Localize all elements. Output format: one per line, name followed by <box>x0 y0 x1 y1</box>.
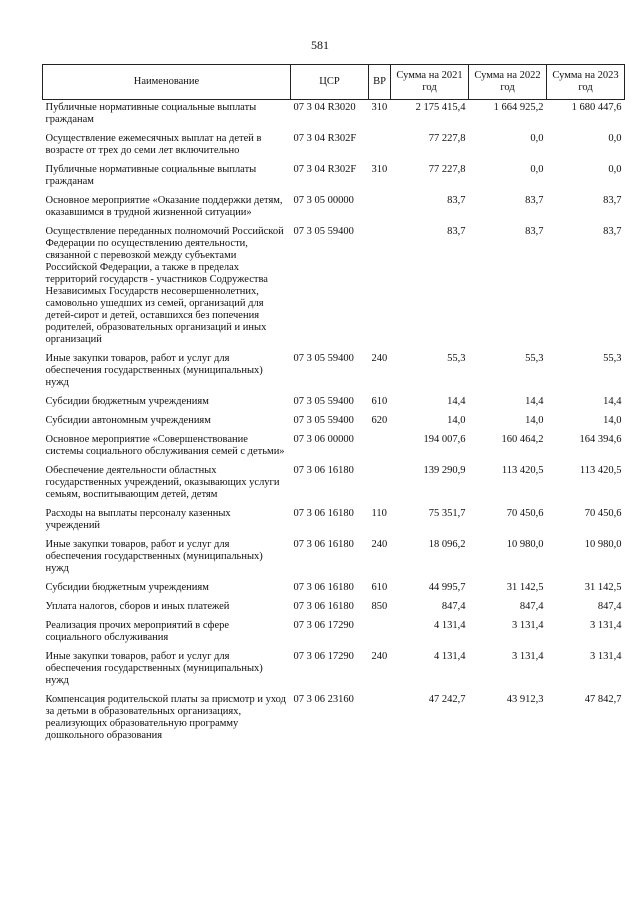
row-name: Иные закупки товаров, работ и услуг для обеспечения государственных (муниципальных) нужд <box>45 539 263 574</box>
row-vr: 310 <box>371 164 388 175</box>
row-vr <box>369 692 391 747</box>
row-sum-2022: 3 131,4 <box>512 620 544 631</box>
row-vr <box>369 463 391 506</box>
row-sum-2022: 31 142,5 <box>506 582 544 593</box>
table-row <box>43 394 625 413</box>
row-sum-2023: 10 980,0 <box>584 539 622 550</box>
row-sum-2022: 55,3 <box>525 353 544 364</box>
row-code: 07 3 05 59400 <box>293 396 354 407</box>
row-name: Осуществление переданных полномочий Российской Федерации по осуществлению деятельности, связанной с перевозкой между субъектами Российской Федерации, а также в пределах территорий государств - участников Содружества Независимых Государств несовершеннолетних, самовольно ушедших из семей, организаций для детей-сирот и детей, оставшихся без попечения родителей, образовательных организаций и иных организаций <box>45 226 284 345</box>
row-code: 07 3 05 00000 <box>293 195 354 206</box>
table-row <box>43 580 625 599</box>
table-row <box>43 162 625 193</box>
row-sum-2023: 0,0 <box>608 133 622 144</box>
row-name: Уплата налогов, сборов и иных платежей <box>45 601 230 612</box>
table-row <box>43 692 625 747</box>
row-sum-2022: 10 980,0 <box>506 539 544 550</box>
row-sum-2022: 1 664 925,2 <box>493 102 544 113</box>
row-sum-2021: 44 995,7 <box>428 582 466 593</box>
row-sum-2023: 70 450,6 <box>584 508 622 519</box>
row-sum-2021: 83,7 <box>447 195 466 206</box>
header-vr: ВР <box>369 65 391 100</box>
header-2023: Сумма на 2023 год <box>547 65 625 100</box>
row-sum-2023: 113 420,5 <box>579 465 622 476</box>
table-row <box>43 351 625 394</box>
row-vr <box>369 224 391 351</box>
row-code: 07 3 06 16180 <box>293 465 354 476</box>
row-vr <box>369 432 391 463</box>
row-sum-2021: 77 227,8 <box>428 133 466 144</box>
row-sum-2021: 83,7 <box>447 226 466 237</box>
row-code: 07 3 04 R302F <box>293 164 357 175</box>
row-sum-2023: 83,7 <box>603 195 622 206</box>
header-2022: Сумма на 2022 год <box>469 65 547 100</box>
row-sum-2021: 18 096,2 <box>428 539 466 550</box>
row-sum-2023: 14,4 <box>603 396 622 407</box>
row-name: Публичные нормативные социальные выплаты гражданам <box>45 164 257 187</box>
header-name: Наименование <box>43 65 291 100</box>
row-sum-2021: 194 007,6 <box>423 434 466 445</box>
row-sum-2023: 31 142,5 <box>584 582 622 593</box>
row-code: 07 3 06 00000 <box>293 434 354 445</box>
row-sum-2022: 3 131,4 <box>512 651 544 662</box>
row-name: Основное мероприятие «Совершенствование системы социального обслуживания семей с детьми» <box>45 434 285 457</box>
table-row <box>43 599 625 618</box>
row-code: 07 3 06 17290 <box>293 651 354 662</box>
row-name: Иные закупки товаров, работ и услуг для обеспечения государственных (муниципальных) нужд <box>45 651 263 686</box>
row-code: 07 3 05 59400 <box>293 415 354 426</box>
row-code: 07 3 05 59400 <box>293 226 354 237</box>
row-code: 07 3 06 23160 <box>293 694 354 705</box>
row-vr: 110 <box>371 508 387 519</box>
row-name: Иные закупки товаров, работ и услуг для обеспечения государственных (муниципальных) нужд <box>45 353 263 388</box>
row-sum-2022: 83,7 <box>525 226 544 237</box>
row-code: 07 3 06 16180 <box>293 508 354 519</box>
row-name: Расходы на выплаты персоналу казенных учреждений <box>45 508 231 531</box>
table-row <box>43 537 625 580</box>
row-sum-2021: 75 351,7 <box>428 508 466 519</box>
row-sum-2023: 164 394,6 <box>579 434 622 445</box>
row-name: Осуществление ежемесячных выплат на детей в возрасте от трех до семи лет включительно <box>45 133 262 156</box>
table-row <box>43 432 625 463</box>
row-sum-2023: 847,4 <box>597 601 622 612</box>
row-code: 07 3 04 R302F <box>293 133 357 144</box>
header-2021: Сумма на 2021 год <box>391 65 469 100</box>
row-sum-2023: 55,3 <box>603 353 622 364</box>
table-row <box>43 100 625 132</box>
row-sum-2022: 83,7 <box>525 195 544 206</box>
row-sum-2023: 3 131,4 <box>590 620 622 631</box>
row-sum-2023: 1 680 447,6 <box>571 102 622 113</box>
row-sum-2021: 55,3 <box>447 353 466 364</box>
row-sum-2023: 14,0 <box>603 415 622 426</box>
table-row <box>43 506 625 537</box>
row-code: 07 3 05 59400 <box>293 353 354 364</box>
row-sum-2023: 47 842,7 <box>584 694 622 705</box>
row-sum-2023: 0,0 <box>608 164 622 175</box>
row-sum-2021: 4 131,4 <box>434 651 466 662</box>
table-row <box>43 193 625 224</box>
row-vr: 620 <box>371 415 388 426</box>
row-sum-2021: 14,4 <box>447 396 466 407</box>
table-row <box>43 224 625 351</box>
table-row <box>43 413 625 432</box>
row-name: Компенсация родительской платы за присмотр и уход за детьми в образовательных организациях, реализующих образовательную программу дошкольного образования <box>45 694 286 741</box>
row-sum-2022: 43 912,3 <box>506 694 544 705</box>
row-name: Реализация прочих мероприятий в сфере социального обслуживания <box>45 620 230 643</box>
table-header <box>43 65 625 100</box>
table-row <box>43 463 625 506</box>
row-sum-2022: 160 464,2 <box>501 434 544 445</box>
row-vr: 240 <box>371 651 388 662</box>
row-sum-2021: 2 175 415,4 <box>415 102 466 113</box>
row-sum-2022: 14,4 <box>525 396 544 407</box>
row-vr: 240 <box>371 539 388 550</box>
row-sum-2021: 47 242,7 <box>428 694 466 705</box>
table-row <box>43 649 625 692</box>
row-vr: 310 <box>371 102 388 113</box>
row-name: Основное мероприятие «Оказание поддержки детям, оказавшимся в трудной жизненной ситуации» <box>45 195 283 218</box>
row-sum-2022: 14,0 <box>525 415 544 426</box>
table-row <box>43 131 625 162</box>
row-vr <box>369 193 391 224</box>
table-body <box>43 100 625 748</box>
row-sum-2022: 70 450,6 <box>506 508 544 519</box>
row-sum-2022: 0,0 <box>530 164 544 175</box>
row-code: 07 3 04 R3020 <box>293 102 356 113</box>
header-code: ЦСР <box>291 65 369 100</box>
row-vr <box>369 618 391 649</box>
row-vr: 610 <box>371 396 388 407</box>
budget-table <box>42 64 625 747</box>
row-sum-2023: 83,7 <box>603 226 622 237</box>
row-sum-2021: 847,4 <box>441 601 466 612</box>
row-sum-2021: 14,0 <box>447 415 466 426</box>
row-code: 07 3 06 17290 <box>293 620 354 631</box>
row-code: 07 3 06 16180 <box>293 601 354 612</box>
row-sum-2022: 0,0 <box>530 133 544 144</box>
row-code: 07 3 06 16180 <box>293 539 354 550</box>
row-sum-2021: 4 131,4 <box>434 620 466 631</box>
page-number: 581 <box>311 38 329 52</box>
row-sum-2021: 77 227,8 <box>428 164 466 175</box>
row-name: Субсидии бюджетным учреждениям <box>45 396 209 407</box>
row-sum-2023: 3 131,4 <box>590 651 622 662</box>
row-sum-2022: 847,4 <box>519 601 544 612</box>
row-name: Субсидии бюджетным учреждениям <box>45 582 209 593</box>
row-sum-2022: 113 420,5 <box>501 465 544 476</box>
row-vr: 610 <box>371 582 388 593</box>
row-sum-2021: 139 290,9 <box>423 465 466 476</box>
row-vr <box>369 131 391 162</box>
row-name: Публичные нормативные социальные выплаты гражданам <box>45 102 257 125</box>
row-vr: 850 <box>371 601 388 612</box>
row-code: 07 3 06 16180 <box>293 582 354 593</box>
row-vr: 240 <box>371 353 388 364</box>
row-name: Обеспечение деятельности областных государственных учреждений, оказывающих услуги семьям, воспитывающим детей, детям <box>45 465 280 500</box>
row-name: Субсидии автономным учреждениям <box>45 415 211 426</box>
table-row <box>43 618 625 649</box>
